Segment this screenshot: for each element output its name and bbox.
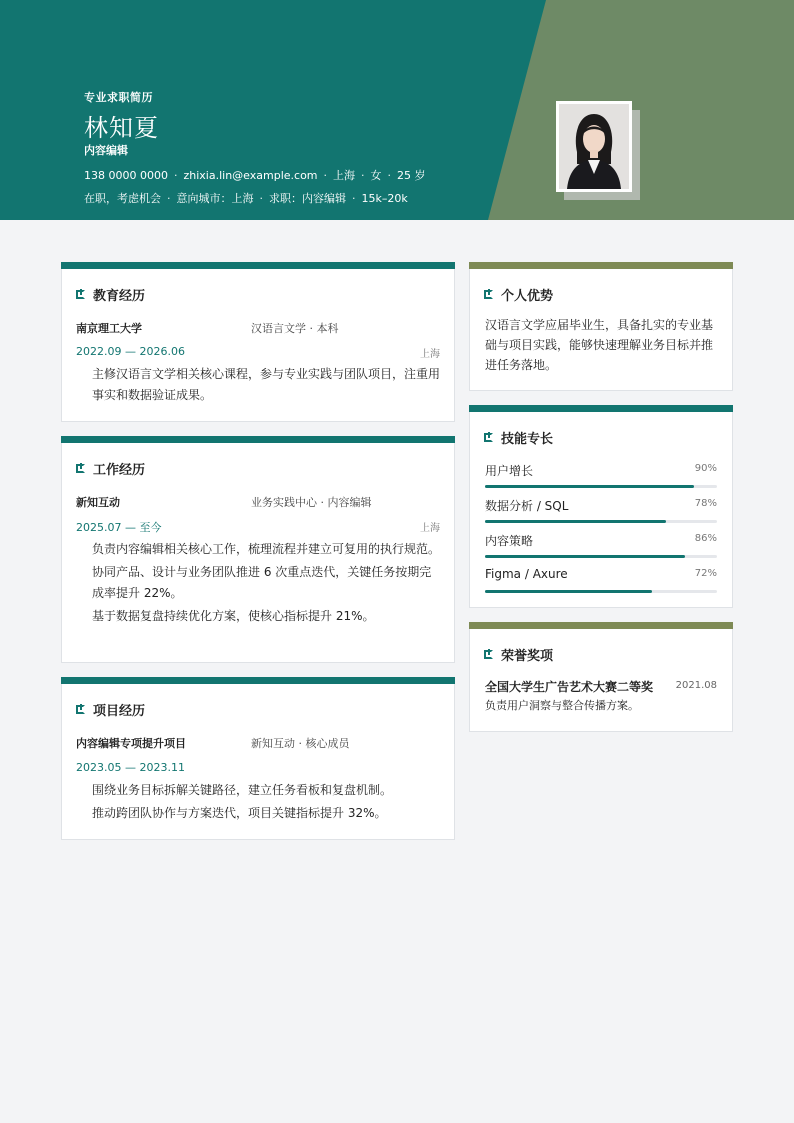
candidate-name: 林知夏 [84,114,159,142]
avatar [556,101,632,192]
card-topbar [469,405,733,412]
project-bullets [92,780,440,824]
company-name: 新知互动 [76,496,120,509]
skill-track [485,520,717,523]
target-role-text: 求职：内容编辑 [269,192,346,205]
project-row [76,735,440,751]
skill-item [485,462,717,492]
card-topbar [61,677,455,684]
work-card [61,436,455,663]
skill-percent: 78% [694,498,717,509]
card-topbar [469,622,733,629]
skill-name: Figma / Axure [485,567,568,581]
bullet-item: 围绕业务目标拆解关键路径，建立任务看板和复盘机制。 [92,783,393,797]
skill-item [485,497,717,527]
education-row [76,320,440,336]
section-title-text: 技能专长 [501,432,554,447]
work-bullets [92,539,440,627]
skill-item [485,567,717,597]
skill-percent: 86% [694,533,717,544]
card-topbar [61,436,455,443]
section-title [484,645,553,664]
skill-fill [485,555,685,558]
section-icon [76,705,85,714]
education-date-row [76,345,440,358]
section-icon [484,290,493,299]
education-card [61,262,455,422]
project-role: 新知互动 · 核心成员 [251,737,350,750]
work-row [76,494,440,510]
project-date-row [76,761,440,774]
award-date: 2021.08 [675,680,717,691]
section-title-text: 项目经历 [93,704,146,719]
target-city-text: 意向城市：上海 [176,192,254,205]
skill-fill [485,590,652,593]
bullet-item: 协同产品、设计与业务团队推进 6 次重点迭代，关键任务按期完成率提升 22%。 [92,565,432,600]
portrait-image [559,104,629,189]
section-icon [76,464,85,473]
school-name: 南京理工大学 [76,322,142,335]
date-range: 2022.09 — 2026.06 [76,345,185,358]
project-card [61,677,455,840]
skill-name: 内容策略 [485,534,534,548]
card-topbar [469,262,733,269]
bullet-item: 负责内容编辑相关核心工作，梳理流程并建立可复用的执行规范。 [92,542,441,556]
header-eyebrow: 专业求职简历 [84,91,153,104]
advantage-card [469,262,733,391]
section-title-text: 荣誉奖项 [501,649,554,664]
section-title-text: 工作经历 [93,463,146,478]
section-icon [484,650,493,659]
skill-track [485,590,717,593]
dept-text: 业务实践中心 · 内容编辑 [251,496,372,509]
skill-percent: 90% [694,463,717,474]
card-topbar [61,262,455,269]
work-date-row [76,519,440,535]
intent-line: 在职，考虑机会 · 意向城市：上海 · 求职：内容编辑 · 15k–20k [84,192,408,205]
skill-name: 数据分析 / SQL [485,499,569,513]
section-icon [484,433,493,442]
award-name: 全国大学生广告艺术大赛二等奖 [485,680,654,694]
section-title [76,459,145,478]
skill-percent: 72% [694,568,717,579]
bullet-item: 基于数据复盘持续优化方案，使核心指标提升 21%。 [92,609,375,623]
contact-line: 138 0000 0000 · zhixia.lin@example.com · 上海 · 女 · 25 岁 [84,169,426,182]
skill-fill [485,485,694,488]
phone-text: 138 0000 0000 [84,169,168,182]
age-text: 25 岁 [397,169,426,182]
skill-track [485,485,717,488]
project-name: 内容编辑专项提升项目 [76,737,186,750]
email-text: zhixia.lin@example.com [183,169,318,182]
status-text: 在职，考虑机会 [84,192,161,205]
major-text: 汉语言文学 · 本科 [251,322,339,335]
section-title-text: 教育经历 [93,289,146,304]
advantage-text: 汉语言文学应届毕业生，具备扎实的专业基础与项目实践，能够快速理解业务目标并推进任务落地。 [485,318,714,372]
city-text: 上海 [333,169,356,182]
skills-card [469,405,733,608]
resume-header [0,0,794,220]
section-title [484,285,553,304]
skill-item [485,532,717,562]
candidate-role: 内容编辑 [84,144,128,157]
award-desc: 负责用户洞察与整合传播方案。 [485,699,639,712]
date-range: 2025.07 — 至今 [76,521,162,534]
skill-track [485,555,717,558]
section-title [76,285,145,304]
location-text: 上海 [420,349,440,360]
date-range: 2023.05 — 2023.11 [76,761,185,774]
education-desc: 主修汉语言文学相关核心课程，参与专业实践与团队项目，注重用事实和数据验证成果。 [92,367,441,402]
bullet-item: 推动跨团队协作与方案迭代，项目关键指标提升 32%。 [92,806,387,820]
skill-fill [485,520,666,523]
section-icon [76,290,85,299]
section-title-text: 个人优势 [501,289,554,304]
gender-text: 女 [370,169,382,182]
location-text: 上海 [420,523,440,534]
skill-name: 用户增长 [485,464,534,478]
salary-text: 15k–20k [361,192,408,205]
section-title [484,428,553,447]
awards-card [469,622,733,732]
section-title [76,700,145,719]
